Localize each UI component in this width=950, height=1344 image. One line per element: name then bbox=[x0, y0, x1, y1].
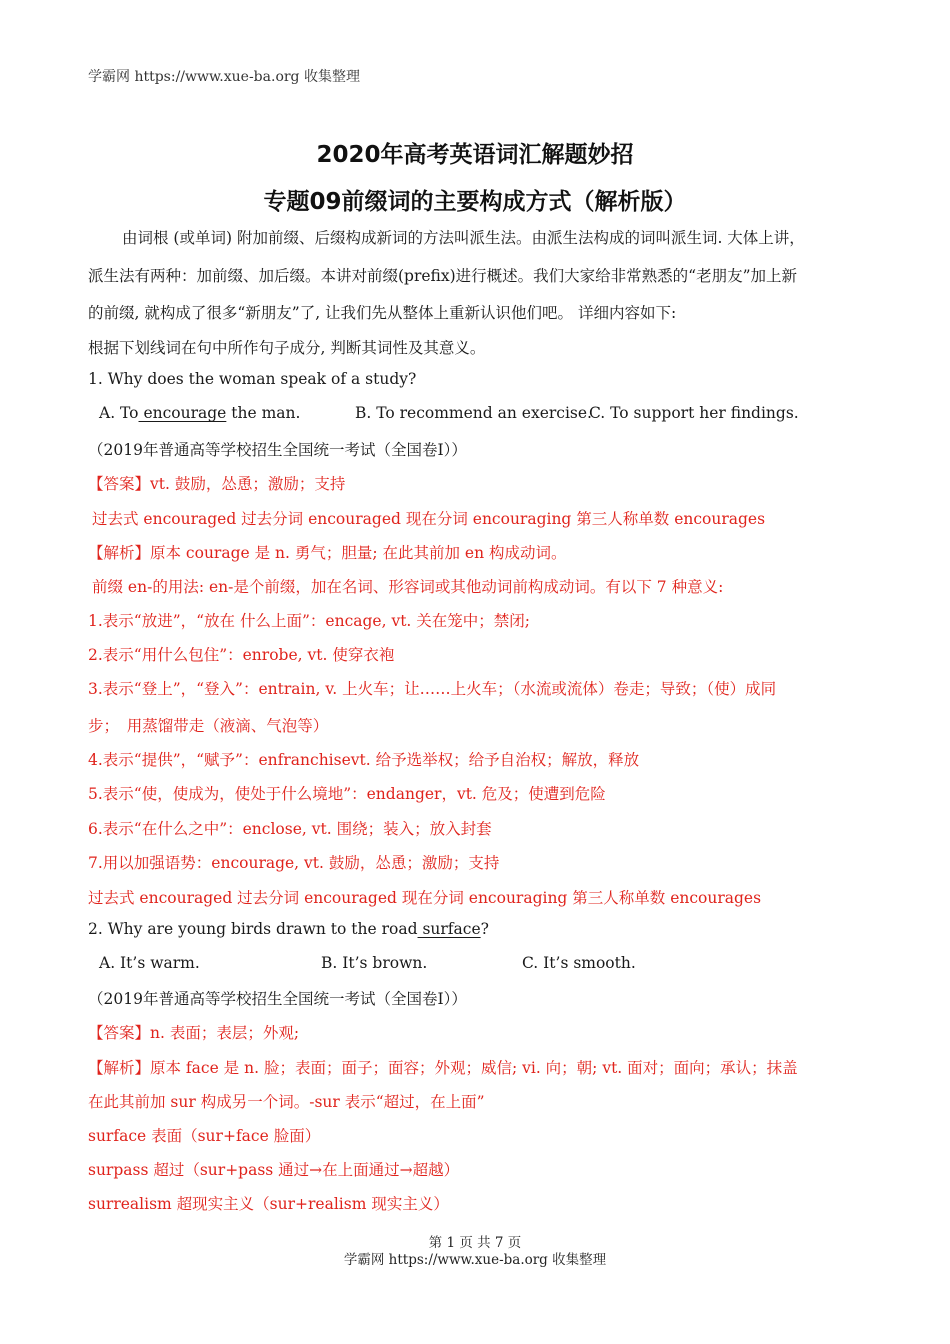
q1-option-c: C. To support her findings. bbox=[589, 404, 799, 422]
q1-answer: 【答案】vt. 鼓励，怂恿；激励；支持 bbox=[88, 475, 346, 493]
q1-option-b: B. To recommend an exercise. bbox=[355, 404, 592, 422]
q2-option-a: A. It’s warm. bbox=[99, 954, 200, 972]
q1-source: （2019年普通高等学校招生全国统一考试（全国卷Ⅰ）） bbox=[88, 441, 467, 459]
q1-prefix-usage: 前缀 en-的用法: en-是个前缀，加在名词、形容词或其他动词前构成动词。有以下 7 种意义: bbox=[92, 578, 724, 596]
q1-meaning-3-cont: 步； 用蒸馏带走（液滴、气泡等） bbox=[88, 717, 329, 735]
q1-option-a-suffix: the man. bbox=[226, 404, 301, 422]
intro-line-1: 由词根 (或单词) 附加前缀、后缀构成新词的方法叫派生法。由派生法构成的词叫派生词. 大体上讲， bbox=[122, 229, 805, 247]
page-number: 第 1 页 共 7 页 bbox=[428, 1235, 522, 1251]
q1-meaning-7: 7.用以加强语势：encourage, vt. 鼓励，怂恿；激励；支持 bbox=[88, 854, 500, 872]
page-footer: 学霸网 https://www.xue-ba.org 收集整理 bbox=[343, 1252, 607, 1268]
q2-underlined-word: surface bbox=[417, 920, 481, 938]
q1-meaning-5: 5.表示“使，使成为，使处于什么境地”：endanger，vt. 危及；使遭到危险 bbox=[88, 785, 606, 803]
q1-word-forms-2: 过去式 encouraged 过去分词 encouraged 现在分词 encouraging 第三人称单数 encourages bbox=[88, 889, 762, 907]
q2-question-prefix: 2. Why are young birds drawn to the road bbox=[88, 920, 418, 938]
q2-example-3: surrealism 超现实主义（sur+realism 现实主义） bbox=[88, 1195, 449, 1213]
q2-analysis: 【解析】原本 face 是 n. 脸；表面；面子；面容；外观；威信; vi. 向；朝; vt. 面对；面向；承认；抹盖 bbox=[88, 1059, 798, 1077]
q2-question bbox=[88, 920, 489, 938]
q2-analysis-cont: 在此其前加 sur 构成另一个词。-sur 表示“超过，在上面” bbox=[88, 1093, 485, 1111]
q1-meaning-6: 6.表示“在什么之中”：enclose, vt. 围绕；装入；放入封套 bbox=[88, 820, 492, 838]
q2-example-1: surface 表面（sur+face 脸面） bbox=[88, 1127, 321, 1145]
q1-meaning-2: 2.表示“用什么包住”：enrobe, vt. 使穿衣袍 bbox=[88, 646, 395, 664]
q1-question: 1. Why does the woman speak of a study? bbox=[88, 370, 417, 388]
q2-answer: 【答案】n. 表面；表层；外观; bbox=[88, 1024, 300, 1042]
q1-underlined-word: encourage bbox=[138, 404, 227, 422]
q2-example-2: surpass 超过（sur+pass 通过→在上面通过→超越） bbox=[88, 1161, 460, 1179]
instruction-line: 根据下划线词在句中所作句子成分, 判断其词性及其意义。 bbox=[88, 339, 486, 357]
document-title: 2020年高考英语词汇解题妙招 bbox=[316, 142, 634, 168]
q1-meaning-1: 1.表示“放进”，“放在 什么上面”：encage, vt. 关在笼中；禁闭; bbox=[88, 612, 531, 630]
q1-analysis: 【解析】原本 courage 是 n. 勇气；胆量; 在此其前加 en 构成动词。 bbox=[88, 544, 567, 562]
document-subtitle: 专题09前缀词的主要构成方式（解析版） bbox=[263, 189, 687, 215]
q1-option-a-prefix: A. To bbox=[99, 404, 139, 422]
page-header: 学霸网 https://www.xue-ba.org 收集整理 bbox=[88, 69, 360, 85]
q1-meaning-4: 4.表示“提供”，“赋予”：enfranchisevt. 给予选举权；给予自治权；解放，释放 bbox=[88, 751, 640, 769]
q1-option-a bbox=[99, 404, 300, 422]
q2-option-c: C. It’s smooth. bbox=[522, 954, 636, 972]
q2-option-b: B. It’s brown. bbox=[321, 954, 428, 972]
intro-line-3: 的前缀, 就构成了很多“新朋友”了, 让我们先从整体上重新认识他们吧。 详细内容如下: bbox=[88, 304, 677, 322]
q1-word-forms: 过去式 encouraged 过去分词 encouraged 现在分词 encouraging 第三人称单数 encourages bbox=[92, 510, 766, 528]
q1-meaning-3: 3.表示“登上”，“登入”：entrain, v. 上火车；让……上火车；（水流或流体）卷走；导致；（使）成同 bbox=[88, 680, 777, 698]
intro-line-2: 派生法有两种：加前缀、加后缀。本讲对前缀(prefix)进行概述。我们大家给非常熟悉的“老朋友”加上新 bbox=[88, 267, 798, 285]
q2-source: （2019年普通高等学校招生全国统一考试（全国卷Ⅰ）） bbox=[88, 990, 467, 1008]
q2-question-suffix: ? bbox=[480, 920, 489, 938]
